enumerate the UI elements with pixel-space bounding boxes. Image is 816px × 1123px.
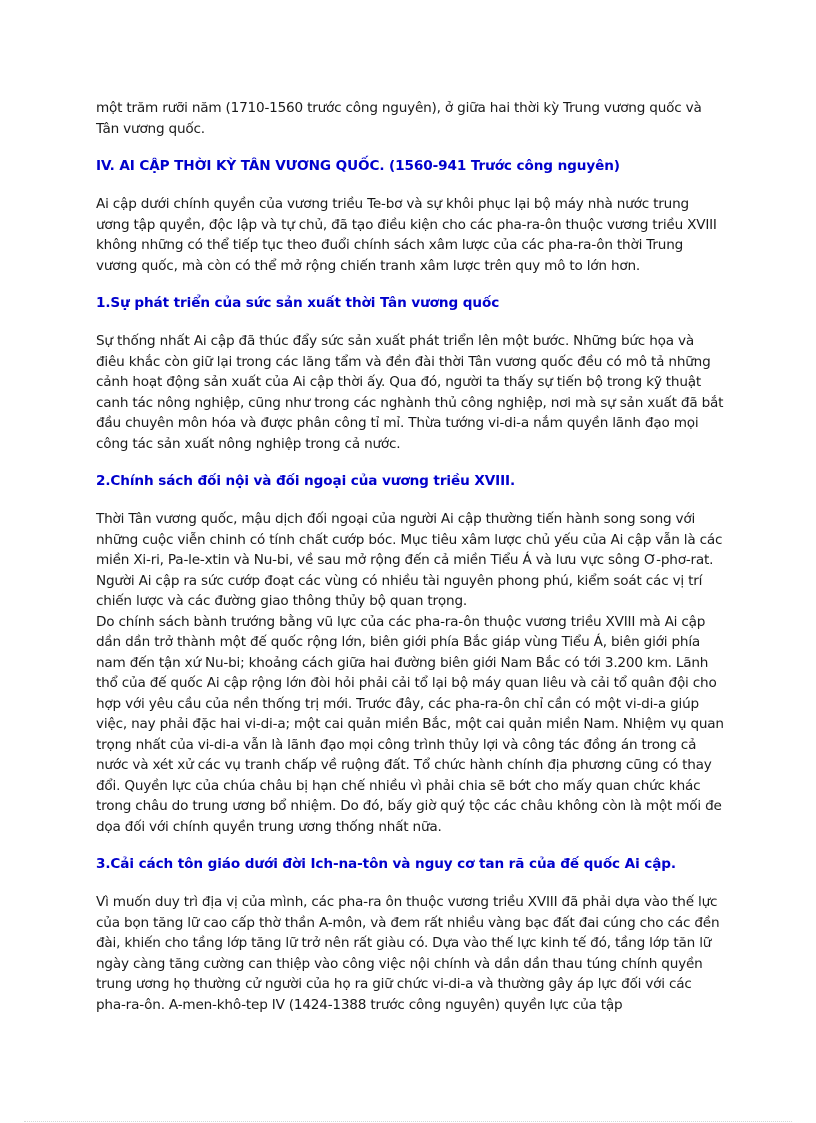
paragraph-2b: Do chính sách bành trướng bằng vũ lực của các pha-ra-ôn thuộc vương triều XVIII mà Ai cập dần dần trở thành một đế quốc rộng lớn, biên giới phía Bắc giáp vùng Tiểu Á, biên giới phía nam đến tận xứ Nu-bi; khoảng cách giữa hai đường biên giới Nam Bắc có tới 3.200 km. Lãnh thổ của đế quốc Ai cập rộng lớn đòi hỏi phải cải tổ lại bộ máy quan liêu và cải tổ quân đội cho hợp với yêu cầu của nền thống trị mới. Trước đây, các pha-ra-ôn chỉ cần có một vi-di-a giúp việc, nay phải đặc hai vi-di-a; một cai quản miền Bắc, một cai quản miền Nam. Nhiệm vụ quan trọng nhất của vi-di-a vẫn là lãnh đạo mọi công trình thủy lợi và công tác đồng án trong cả nước và xét xử các vụ tranh chấp về ruộng đất. Tổ chức hành chính địa phương cũng có thay đổi. Quyền lực của chúa châu bị hạn chế nhiều vì phải chia sẽ bớt cho mấy quan chức khác trong châu do trung ương bổ nhiệm. Do đó, bấy giờ quý tộc các châu không còn là một mối đe dọa đối với chính quyền trung ương thống nhất nữa. — [96, 613, 724, 835]
document-body — [96, 98, 724, 1015]
section-heading: IV. AI CẬP THỜI KỲ TÂN VƯƠNG QUỐC. (1560-941 Trước công nguyên) — [96, 158, 620, 174]
paragraph-2a: Thời Tân vương quốc, mậu dịch đối ngoại của người Ai cập thường tiến hành song song với những cuộc viễn chinh có tính chất cướp bóc. Mục tiêu xâm lược chủ yếu của Ai cập vẫn là các miền Xi-ri, Pa-le-xtin và Nu-bi, về sau mở rộng đến cả miền Tiểu Á và lưu vực sông Ơ-phơ-rat. Người Ai cập ra sức cướp đoạt các vùng có nhiều tài nguyên phong phú, kiểm soát các vị trí chiến lược và các đường giao thông thủy bộ quan trọng. — [96, 511, 723, 609]
section-intro-paragraph: Ai cập dưới chính quyền của vương triều Te-bơ và sự khôi phục lại bộ máy nhà nước trung ương tập quyền, độc lập và tự chủ, đã tạo điều kiện cho các pha-ra-ôn thuộc vương triều XVIII không những có thể tiếp tục theo đuổi chính sách xâm lược của các pha-ra-ôn thời Trung vương quốc, mà còn có thể mở rộng chiến tranh xâm lược trên quy mô to lớn hơn. — [96, 196, 717, 274]
subheading-3: 3.Cải cách tôn giáo dưới đời Ich-na-tôn và nguy cơ tan rã của đế quốc Ai cập. — [96, 856, 676, 872]
subheading-1: 1.Sự phát triển của sức sản xuất thời Tân vương quốc — [96, 295, 500, 311]
paragraph-3: Vì muốn duy trì địa vị của mình, các pha-ra ôn thuộc vương triều XVIII đã phải dựa vào thế lực của bọn tăng lữ cao cấp thờ thần A-môn, và đem rất nhiều vàng bạc đất đai cúng cho các đền đài, khiến cho tầng lớp tăng lữ trở nên rất giàu có. Dựa vào thế lực kinh tế đó, tầng lớp tăn lữ ngày càng tăng cường can thiệp vào công việc nội chính và dần dần thau túng chính quyền trung ương họ thường cử người của họ ra giữ chức vi-di-a và thường gây áp lực đối với các pha-ra-ôn. A-men-khô-tep IV (1424-1388 trước công nguyên) quyền lực của tập — [96, 894, 720, 1013]
intro-paragraph: một trăm rưỡi năm (1710-1560 trước công nguyên), ở giữa hai thời kỳ Trung vương quốc và Tân vương quốc. — [96, 100, 702, 137]
subheading-2: 2.Chính sách đối nội và đối ngoại của vương triều XVIII. — [96, 473, 516, 489]
page-bottom-divider — [24, 1121, 792, 1122]
paragraph-1: Sự thống nhất Ai cập đã thúc đẩy sức sản xuất phát triển lên một bước. Những bức họa và điêu khắc còn giữ lại trong các lăng tẩm và đền đài thời Tân vương quốc đều có mô tả những cảnh hoạt động sản xuất của Ai cập thời ấy. Qua đó, người ta thấy sự tiến bộ trong kỹ thuật canh tác nông nghiệp, cũng như trong các nghành thủ công nghiệp, nơi mà sự sản xuất đã bắt đầu chuyên môn hóa và được phân công tỉ mỉ. Thừa tướng vi-di-a nắm quyền lãnh đạo mọi công tác sản xuất nông nghiệp trong cả nước. — [96, 333, 724, 452]
